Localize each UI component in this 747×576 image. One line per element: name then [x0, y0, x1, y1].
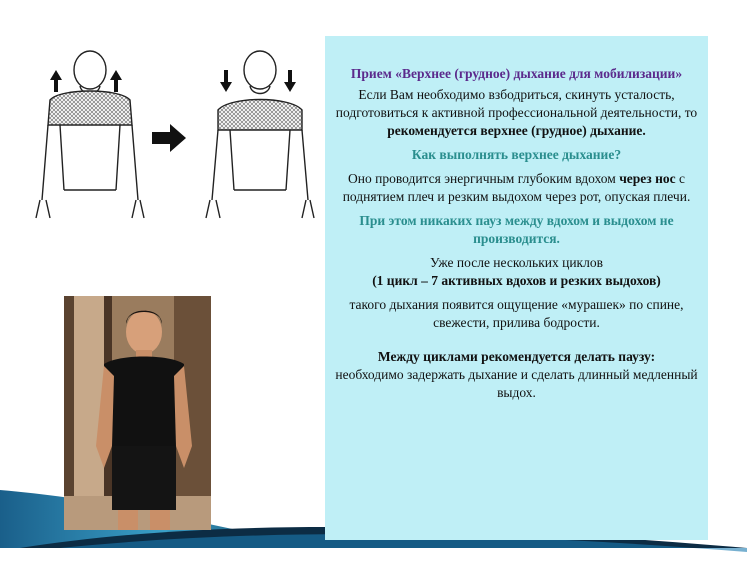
how-text	[333, 170, 700, 206]
no-pause-text: При этом никаких пауз между вдохом и выдохом не производится.	[359, 213, 674, 246]
pause-heading: Между циклами рекомендуется делать паузу:	[377, 349, 656, 364]
how-bold: через нос	[619, 171, 676, 186]
cycle-definition: (1 цикл – 7 активных вдохов и резких выдохов)	[372, 273, 661, 288]
cycles-intro: Уже после нескольких циклов	[430, 255, 603, 270]
intro-pre: Если Вам необходимо взбодриться, скинуть усталость, подготовиться к активной профессиональной деятельности, то	[335, 87, 698, 120]
intro-text	[333, 86, 700, 140]
pause-text: необходимо задержать дыхание и сделать длинный медленный выдох.	[335, 367, 698, 400]
how-post: с поднятием плеч и резким выдохом через рот, опуская плечи.	[342, 171, 691, 204]
figure-exhale	[206, 51, 314, 218]
right-arrow-icon	[152, 124, 186, 152]
how-heading: Как выполнять верхнее дыхание?	[411, 147, 622, 162]
figure-inhale	[36, 51, 144, 218]
shoulder-exercise-illustration	[20, 40, 320, 235]
page-title: Прием «Верхнее (грудное) дыхание для мобилизации»	[350, 66, 683, 81]
how-pre: Оно проводится энергичным глубоким вдохом	[348, 171, 616, 186]
intro-bold: рекомендуется верхнее (грудное) дыхание.	[387, 123, 646, 138]
instruction-panel	[325, 36, 708, 540]
athlete-photo	[64, 296, 211, 530]
effect-text: такого дыхания появится ощущение «мурашек» по спине, свежести, прилива бодрости.	[349, 297, 684, 330]
